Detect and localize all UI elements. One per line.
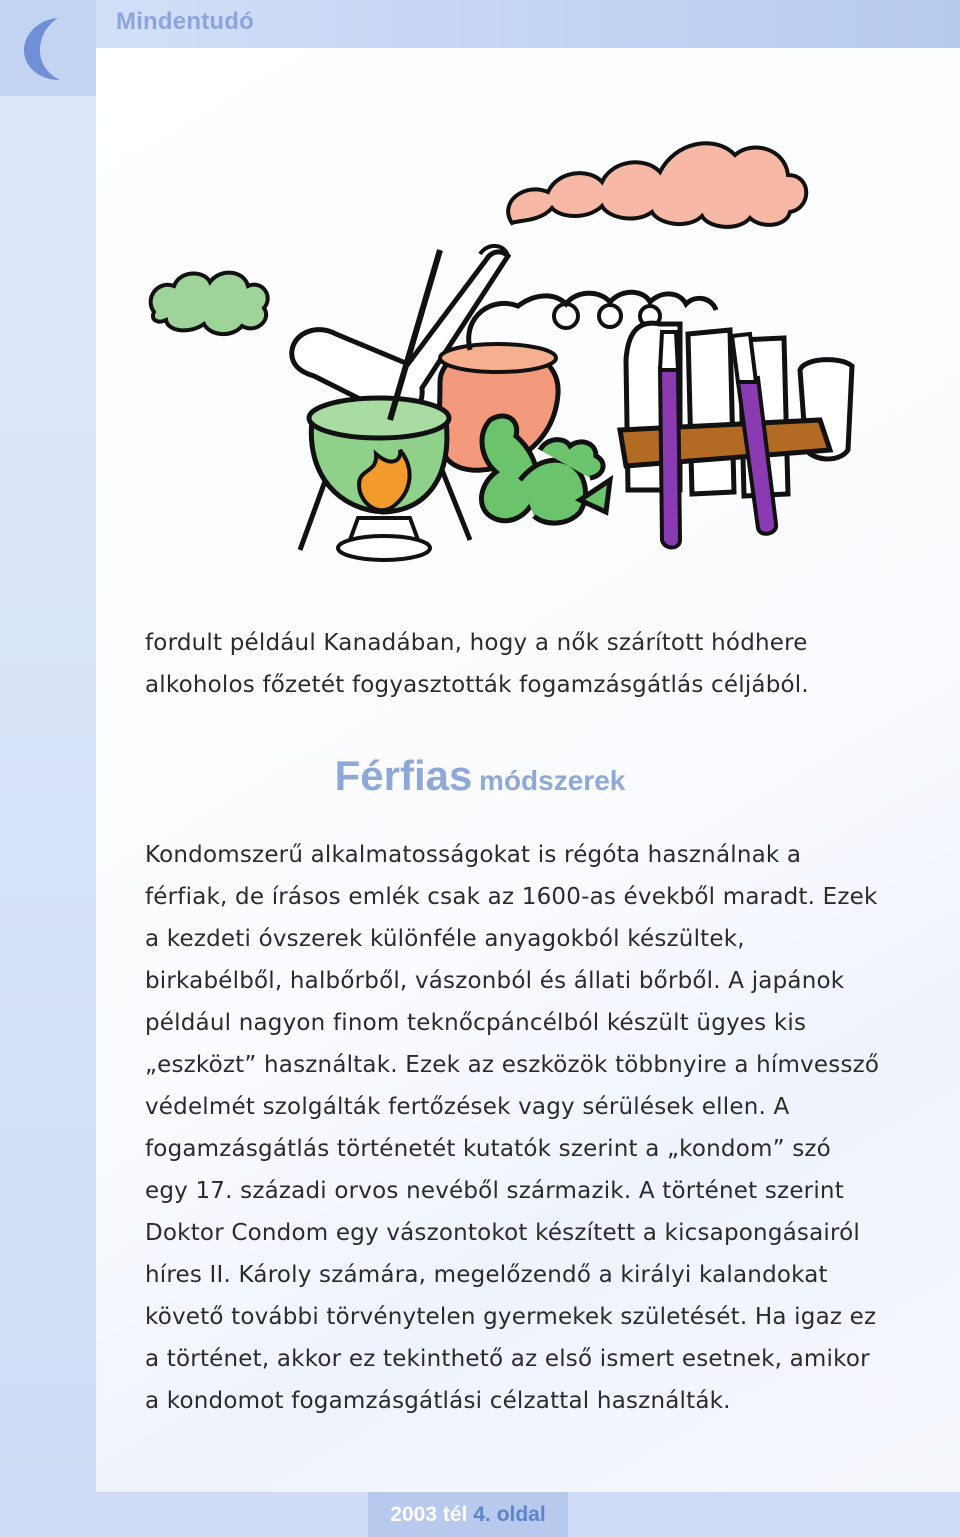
alchemy-lab-equipment-illustration [140,120,880,580]
heading-main: Férfias [334,752,473,799]
footer-page-number: 4. oldal [473,1503,546,1526]
intro-paragraph: fordult például Kanadában, hogy a nők szárított hódhere alkoholos főzetét fogyasztották fogamzásgátlás céljából. [145,630,809,698]
pink-smoke-cloud [508,143,806,227]
footer-page-label [368,1492,568,1537]
body-paragraph: Kondomszerű alkalmatosságokat is régóta használnak a férfiak, de írásos emlék csak az 1600-as évekből maradt. Ezek a kezdeti óvszerek különféle anyagokból készültek, birkabélből, halbőrből, vászonból és állati bőrből. A japánok például nagyon finom teknőcpáncélból készült ügyes kis „eszközt” használtak. Ezek az eszközök többnyire a hímvessző védelmét szolgálták fertőzések vagy sérülések ellen. A fogamzásgátlás történetét kutatók szerint a „kondom” szó egy 17. századi orvos nevéből származik. A történet szerint Doktor Condom egy vászontokot készített a kicsapongásairól híres II. Károly számára, megelőzendő a királyi kalandokat követő további törvénytelen gyermekek születését. Ha igaz ez a történet, akkor ez tekinthető az első ismert esetnek, amikor a kondomot fogamzásgátlási célzattal használták. [145,842,880,1414]
green-smoke-cloud [151,273,268,334]
burner-stand [338,518,430,560]
section-title: Mindentudó [116,8,254,35]
header-corner-box [0,0,96,96]
heading-sub: módszerek [479,765,626,796]
crescent-moon-icon [18,14,78,84]
section-heading [0,752,960,800]
footer-issue: 2003 tél [390,1503,468,1526]
test-tube-rack [620,323,852,547]
